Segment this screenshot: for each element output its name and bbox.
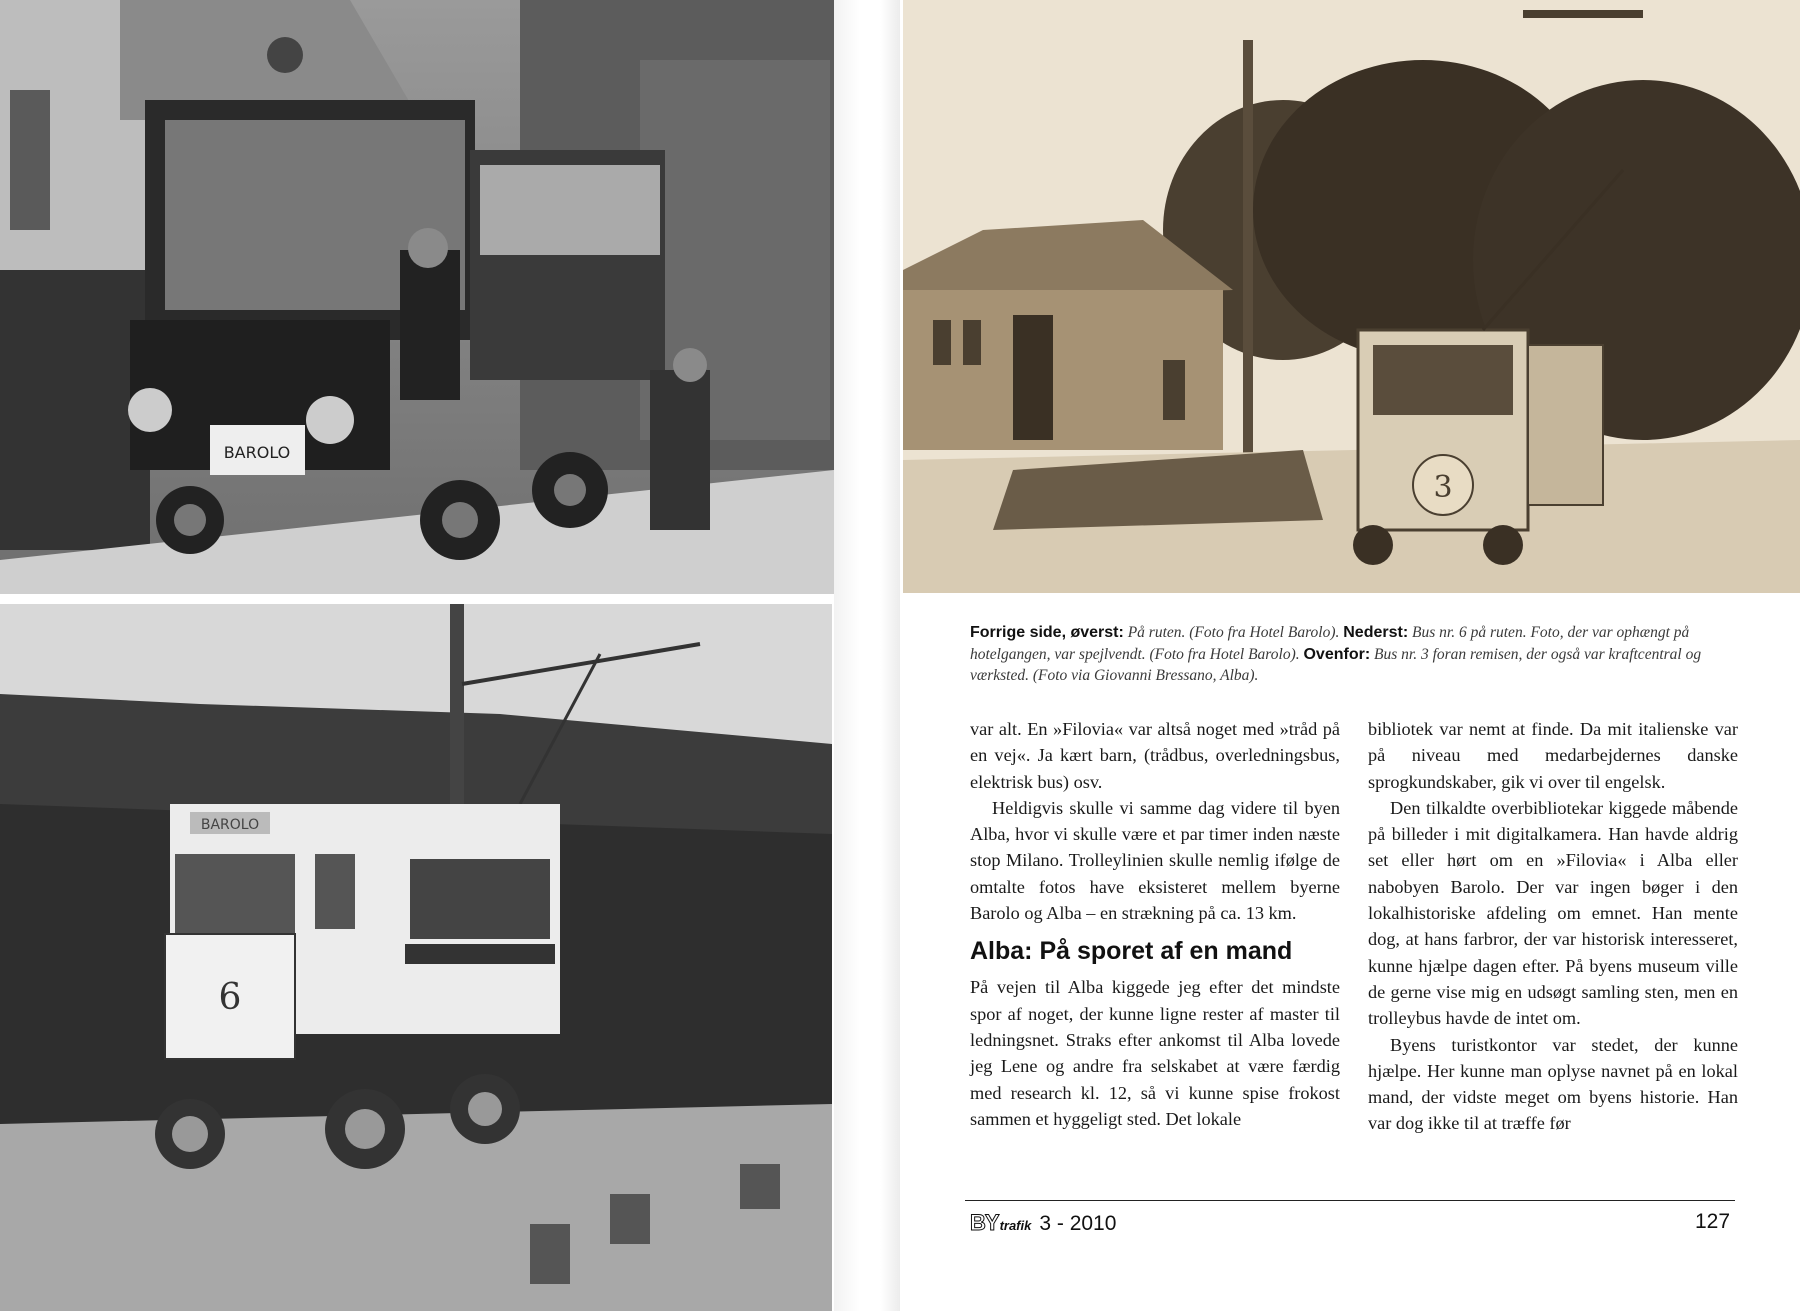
caption-text-top-prev: På ruten. (Foto fra Hotel Barolo). (1127, 624, 1340, 641)
paragraph: Heldigvis skulle vi samme dag videre til byen Alba, hvor vi skulle være et par timer inden næste stop Milano. Trolleylinien skulle nemlig ifølge de omtalte fotos have eksisteret mellem byerne Barolo og Alba – en strækning på ca. 13 km. (970, 797, 1340, 924)
section-heading: Alba: På sporet af en mand (970, 937, 1293, 966)
magazine-logo (970, 1210, 1031, 1236)
photo-barolo-bus-top (0, 0, 834, 594)
photo-bus-nr6 (0, 604, 832, 1311)
issue-number: 3 - 2010 (1039, 1212, 1117, 1235)
footer-divider (965, 1200, 1735, 1201)
page-number: 127 (1695, 1210, 1731, 1233)
paragraph: var alt. En »Filovia« var altså noget med »tråd på en vej«. Ja kært barn, (trådbus, overledningsbus, elektrisk bus) osv. (970, 719, 1340, 792)
photo-caption (970, 622, 1740, 687)
barolo-sign: BAROLO (223, 443, 291, 462)
logo-trafik: trafik (999, 1218, 1032, 1233)
caption-text-bottom: Bus nr. 6 på ruten. Foto, der var ophængt på hotelgangen, var spejlvendt. (Foto fra Hotel Barolo). (970, 624, 1690, 663)
bus-number: 6 (218, 977, 242, 1018)
caption-label-bottom: Nederst: (1343, 624, 1409, 641)
photo-bus-nr3-depot (903, 0, 1800, 593)
barolo-sign: BAROLO (200, 817, 260, 833)
footer-issue (970, 1210, 1116, 1236)
paragraph: bibliotek var nemt at finde. Da mit italienske var på niveau med medarbejdernes danske sprogkundskaber, gik vi over til engelsk. (1368, 719, 1738, 792)
caption-text-above: Bus nr. 3 foran remisen, der også var kraftcentral og værksted. (Foto via Giovanni Bressano, Alba). (970, 645, 1702, 684)
text-column-right (1368, 716, 1738, 1137)
paragraph: Den tilkaldte overbibliotekar kiggede måbende på billeder i mit digitalkamera. Han havde aldrig set eller hørt om en »Filovia« i Alba eller nabobyen Barolo. Der var ingen bøger i den lokalhistoriske afdeling om emnet. Han mente dog, at hans farbror, der var historisk interesseret, kunne hjælpe dagen efter. På byens museum ville de gerne vise mig en udsøgt samling sten, men en trolleybus havde de intet om. (1368, 797, 1738, 1029)
paragraph: På vejen til Alba kiggede jeg efter det mindste spor af noget, der kunne ligne rester af master til ledningsnet. Straks efter ankomst til Alba lovede jeg Lene og andre fra selskabet at være færdig med research kl. 12, så vi kunne spise frokost sammen et hyggeligt sted. Det lokale (970, 977, 1340, 1129)
text-column-left (970, 716, 1340, 1132)
paragraph: Byens turistkontor var stedet, der kunne hjælpe. Her kunne man oplyse navnet på en lokal mand, der vidste meget om byens historie. Han var dog ikke til at træffe før (1368, 1034, 1738, 1134)
logo-by: BY (970, 1210, 999, 1235)
page-gutter (834, 0, 900, 1311)
caption-label-above: Ovenfor: (1303, 645, 1371, 663)
bus-number: 3 (1433, 470, 1453, 505)
caption-label-top-prev: Forrige side, øverst: (970, 624, 1124, 641)
